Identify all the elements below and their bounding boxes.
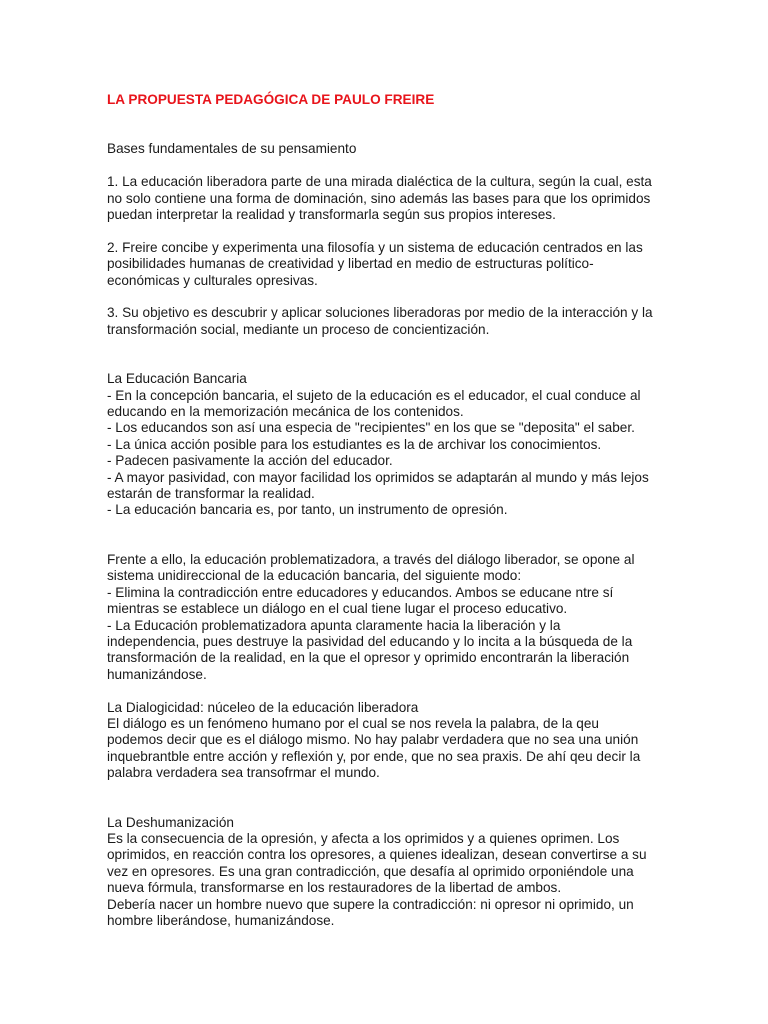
text-line: 3. Su objetivo es descubrir y aplicar soluciones liberadoras por medio de la interacción y la	[107, 305, 653, 321]
text-line: económicas y culturales opresivas.	[107, 272, 318, 288]
deshumanizacion-heading: La Deshumanización	[107, 814, 234, 830]
text-line: estarán de transformar la realidad.	[107, 486, 315, 502]
spacer	[107, 223, 667, 239]
text-line: sistema unidireccional de la educación bancaria, del siguiente modo:	[107, 568, 522, 584]
spacer	[107, 289, 667, 305]
text-line: El diálogo es un fenómeno humano por el cual se nos revela la palabra, de la qeu	[107, 715, 599, 731]
document-title: LA PROPUESTA PEDAGÓGICA DE PAULO FREIRE	[107, 92, 435, 107]
dialogicidad-section	[107, 700, 667, 782]
bases-section	[107, 141, 667, 338]
text-line: - En la concepción bancaria, el sujeto de la educación es el educador, el cual conduce al	[107, 387, 641, 403]
text-line: - Elimina la contradicción entre educadores y educandos. Ambos se educane ntre sí	[107, 584, 614, 600]
spacer	[107, 519, 667, 552]
text-line: hombre liberándose, humanizándose.	[107, 913, 335, 928]
text-line: - A mayor pasividad, con mayor facilidad los oprimidos se adaptarán al mundo y más lejos	[107, 469, 649, 485]
text-line: independencia, pues destruye la pasividad del educando y lo incita a la búsqueda de la	[107, 633, 633, 649]
text-line: vez en opresores. Es una gran contradicción, que desafía al oprimido orponiéndole una	[107, 863, 634, 879]
spacer	[107, 683, 667, 699]
deshumanizacion-section	[107, 815, 667, 930]
text-line: transformación de la realidad, en la que el opresor y oprimido encontrarán la liberación	[107, 650, 630, 666]
spacer	[107, 338, 667, 371]
text-line: - La única acción posible para los estudiantes es la de archivar los conocimientos.	[107, 436, 602, 452]
text-line: Debería nacer un hombre nuevo que supere la contradicción: ni opresor ni oprimido, un	[107, 896, 634, 912]
text-line: - La educación bancaria es, por tanto, un instrumento de opresión.	[107, 502, 508, 518]
bases-heading: Bases fundamentales de su pensamiento	[107, 141, 357, 157]
text-line: no solo contiene una forma de dominación, sino además las bases para que los oprimidos	[107, 190, 651, 206]
problematizadora-section	[107, 552, 667, 683]
text-line: 2. Freire concibe y experimenta una filosofía y un sistema de educación centrados en las	[107, 239, 643, 255]
spacer	[107, 158, 667, 174]
text-line: Es la consecuencia de la opresión, y afecta a los oprimidos y a quienes oprimen. Los	[107, 830, 620, 846]
text-line: transformación social, mediante un proceso de concientización.	[107, 321, 490, 337]
document-page	[107, 92, 667, 929]
bases-paragraph-2	[107, 240, 667, 289]
text-line: 1. La educación liberadora parte de una mirada dialéctica de la cultura, según la cual, esta	[107, 174, 652, 190]
bases-paragraph-1	[107, 174, 667, 223]
text-line: posibilidades humanas de creatividad y libertad en medio de estructuras político-	[107, 256, 594, 272]
dialogicidad-heading: La Dialogicidad: núceleo de la educación liberadora	[107, 699, 419, 715]
text-line: oprimidos, en reacción contra los opresores, a quienes idealizan, desean convertirse a su	[107, 847, 647, 863]
text-line: podemos decir que es el diálogo mismo. No hay palabr verdadera que no sea una unión	[107, 732, 639, 748]
text-line: - La Educación problematizadora apunta claramente hacia la liberación y la	[107, 617, 561, 633]
text-line: inquebrantble entre acción y reflexión y, por ende, que no sea praxis. De ahí qeu decir la	[107, 748, 641, 764]
bancaria-heading: La Educación Bancaria	[107, 371, 247, 387]
bancaria-section	[107, 371, 667, 519]
text-line: Frente a ello, la educación problematizadora, a través del diálogo liberador, se opone al	[107, 551, 635, 567]
text-line: humanizándose.	[107, 666, 207, 682]
text-line: - Padecen pasivamente la acción del educador.	[107, 453, 393, 469]
text-line: palabra verdadera sea transofrmar el mundo.	[107, 765, 380, 781]
text-line: educando en la memorización mecánica de los contenidos.	[107, 404, 464, 420]
text-line: puedan interpretar la realidad y transformarla según sus propios intereses.	[107, 207, 556, 223]
text-line: mientras se establece un diálogo en el cual tiene lugar el proceso educativo.	[107, 601, 568, 617]
bases-paragraph-3	[107, 305, 667, 338]
text-line: nueva fórmula, transformarse en los restauradores de la libertad de ambos.	[107, 880, 562, 896]
spacer	[107, 782, 667, 815]
text-line: - Los educandos son así una especia de "recipientes" en los que se "deposita" el saber.	[107, 420, 635, 436]
